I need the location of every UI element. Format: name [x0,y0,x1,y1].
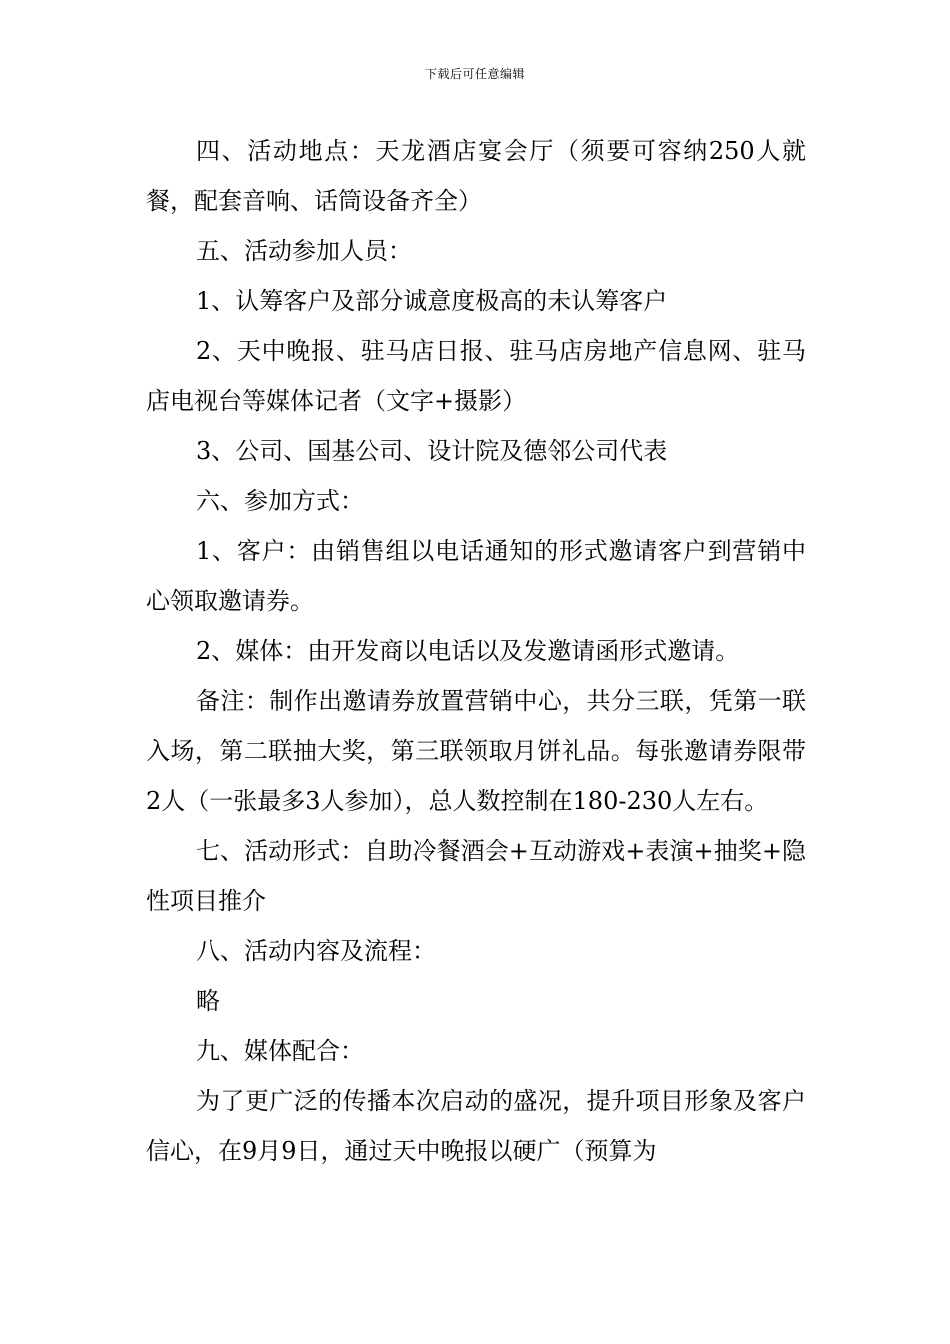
paragraph-media-body: 为了更广泛的传播本次启动的盛况，提升项目形象及客户信心，在9月9日，通过天中晚报以硬广（预算为 [146,1087,806,1165]
paragraph-participants-3: 3、公司、国基公司、设计院及德邻公司代表 [196,437,668,465]
document-body [146,126,806,1176]
paragraph-venue: 四、活动地点：天龙酒店宴会厅（须要可容纳250人就餐，配套音响、话筒设备齐全） [146,137,806,215]
paragraph-format: 七、活动形式：自助冷餐酒会+互动游戏+表演+抽奖+隐性项目推介 [146,837,806,915]
paragraph-method-2: 2、媒体：由开发商以电话以及发邀请函形式邀请。 [196,637,740,665]
paragraph-omitted: 略 [196,987,220,1015]
paragraph-participants-heading: 五、活动参加人员： [196,237,412,265]
paragraph-note: 备注：制作出邀请券放置营销中心，共分三联，凭第一联入场，第二联抽大奖，第三联领取月饼礼品。每张邀请券限带2人（一张最多3人参加），总人数控制在180-230人左右。 [146,687,806,815]
page-header: 下载后可任意编辑 [424,67,525,81]
paragraph-method-1: 1、客户：由销售组以电话通知的形式邀请客户到营销中心领取邀请券。 [146,537,806,615]
paragraph-content-heading: 八、活动内容及流程： [196,937,436,965]
paragraph-media-heading: 九、媒体配合： [196,1037,364,1065]
paragraph-participants-1: 1、认筹客户及部分诚意度极高的未认筹客户 [196,287,668,315]
paragraph-participants-2: 2、天中晚报、驻马店日报、驻马店房地产信息网、驻马店电视台等媒体记者（文字+摄影） [146,337,806,415]
paragraph-method-heading: 六、参加方式： [196,487,364,515]
